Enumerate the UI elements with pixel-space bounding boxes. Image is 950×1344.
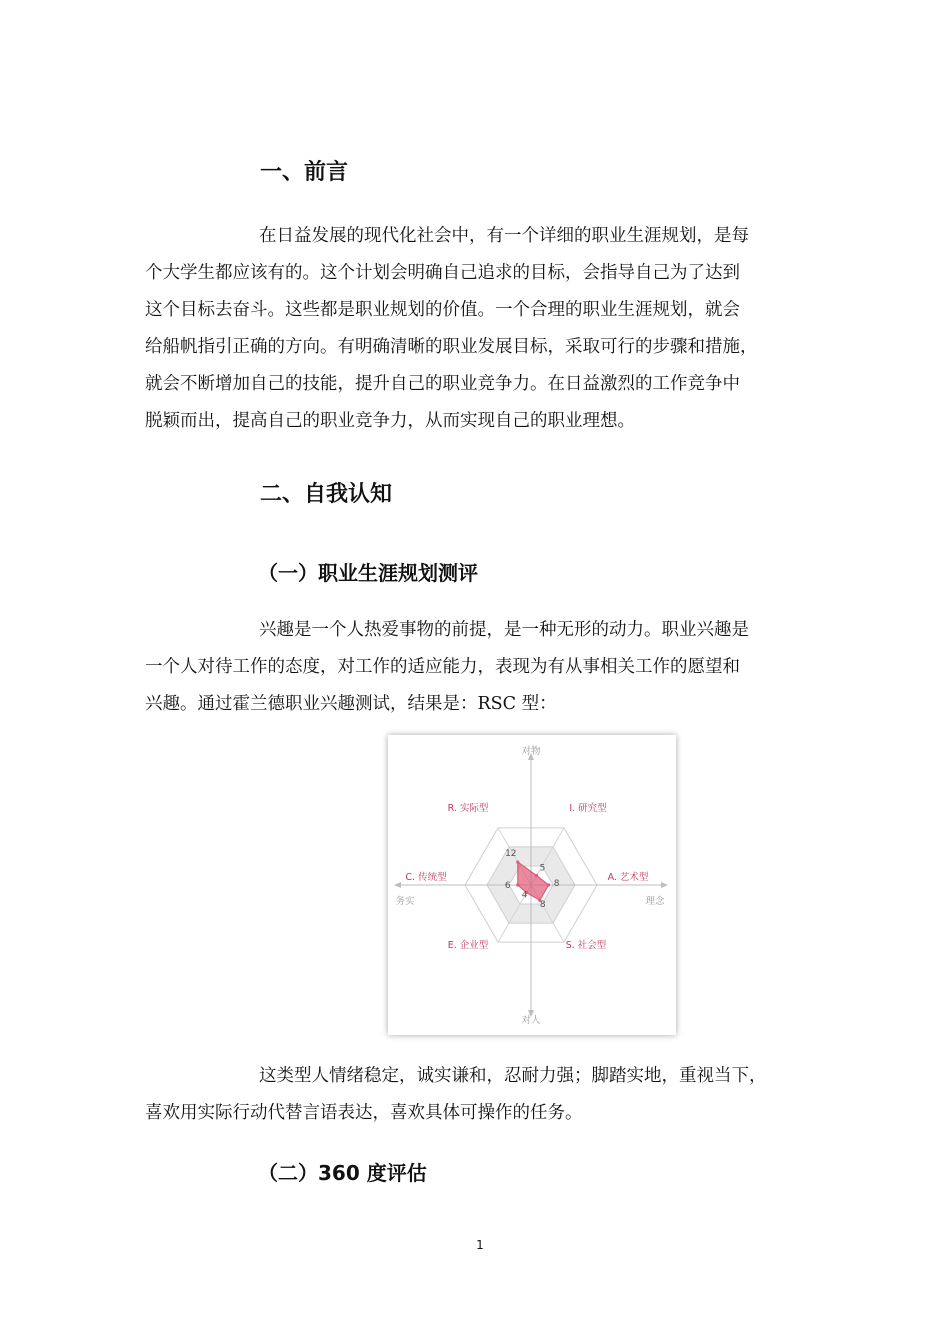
text-line: 个大学生都应该有的。这个计划会明确自己追求的目标，会指导自己为了达到: [145, 263, 740, 283]
radar-data-point: [547, 883, 550, 886]
interest-paragraph: [145, 612, 807, 723]
text-line: 一个人对待工作的态度，对工作的适应能力，表现为有从事相关工作的愿望和: [145, 657, 740, 677]
radar-value-label: 4: [521, 890, 528, 901]
radar-value-label: 6: [504, 881, 511, 891]
radar-category-label: S. 社会型: [565, 940, 607, 951]
radar-value-label: 12: [505, 849, 517, 860]
axis-label-bottom: 对人: [521, 1015, 541, 1026]
radar-value-label: 8: [553, 879, 560, 889]
section-title-preface: 一、前言: [260, 160, 349, 185]
text-line: 兴趣是一个人热爱事物的前提，是一种无形的动力。职业兴趣是: [259, 620, 749, 640]
text-line: 这类型人情绪稳定，诚实谦和，忍耐力强；脚踏实地，重视当下，: [259, 1066, 767, 1086]
radar-category-label: E. 企业型: [447, 940, 489, 951]
text-line: 喜欢用实际行动代替言语表达，喜欢具体可操作的任务。: [145, 1103, 583, 1123]
text-line: 脱颖而出，提高自己的职业竞争力，从而实现自己的职业理想。: [145, 411, 635, 431]
axis-label-left: 务实: [395, 896, 415, 907]
text-line: 这个目标去奋斗。这些都是职业规划的价值。一个合理的职业生涯规划，就会: [145, 300, 740, 320]
radar-category-label: C. 传统型: [405, 872, 447, 883]
radar-data-point: [516, 883, 519, 886]
radar-data-point: [535, 874, 538, 877]
radar-value-label: 8: [539, 900, 546, 911]
holland-radar-chart: [388, 735, 676, 1035]
arrow-left-icon: [394, 882, 401, 888]
personality-paragraph: [145, 1058, 807, 1132]
text-line: 就会不断增加自己的技能，提升自己的职业竞争力。在日益激烈的工作竞争中: [145, 374, 740, 394]
section-title-self-awareness: 二、自我认知: [260, 482, 393, 507]
radar-category-label: R. 实际型: [447, 803, 489, 814]
arrow-right-icon: [661, 882, 668, 888]
text-line: 在日益发展的现代化社会中，有一个详细的职业生涯规划，是每: [259, 226, 749, 246]
radar-category-label: I. 研究型: [569, 803, 607, 814]
text-line: 给船帆指引正确的方向。有明确清晰的职业发展目标，采取可行的步骤和措施，: [145, 337, 758, 357]
radar-svg: [388, 735, 676, 1035]
page-number: 1: [476, 1238, 484, 1252]
radar-category-label: A. 艺术型: [607, 872, 649, 883]
subsection-title-360: （二）360 度评估: [258, 1161, 427, 1185]
subsection-title-assessment: （一）职业生涯规划测评: [258, 561, 478, 585]
radar-data-point: [516, 861, 519, 864]
axis-label-right: 理念: [645, 896, 665, 907]
axis-label-top: 对物: [521, 746, 541, 757]
radar-value-label: 5: [539, 863, 546, 874]
text-line: 兴趣。通过霍兰德职业兴趣测试，结果是：RSC 型：: [145, 694, 557, 714]
preface-paragraph: [145, 218, 807, 440]
